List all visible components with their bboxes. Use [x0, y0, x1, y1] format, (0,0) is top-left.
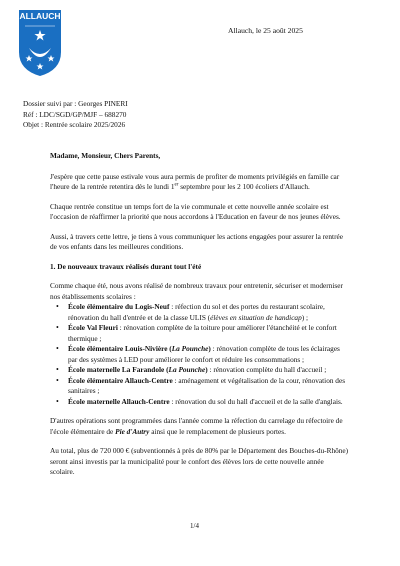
works-list [50, 302, 350, 407]
letter-date: Allauch, le 25 août 2025 [228, 26, 303, 35]
list-item: • École élémentaire du Logis-Neuf : réfection du sol et des portes du restaurant scolaire, rénovation du hall d'entrée et de la classe ULIS (élèves en situation de handicap) ; [64, 302, 350, 323]
paragraph-actions: Aussi, à travers cette lettre, je tiens à vous communiquer les actions engagées pour assurer la rentrée de vos enfants dans les meilleures conditions. [50, 231, 343, 251]
section-title: 1. De nouveaux travaux réalisés durant tout l'été [50, 261, 202, 271]
allauch-logo [17, 8, 63, 78]
letter-subject: Objet : Rentrée scolaire 2025/2026 [23, 120, 126, 130]
logo-text: ALLAUCH [19, 11, 61, 21]
paragraph-total: Au total, plus de 720 000 € (subventionnés à près de 80% par le Département des Bouches-du-Rhône) seront ainsi investis par la municipalité pour le confort des élèves lors de cette nouvelle année scolaire. [50, 446, 349, 476]
letter-body [50, 151, 350, 478]
paragraph-priority: Chaque rentrée constitue un temps fort de la vie communale et cette nouvelle année scolaire est l'occasion de réaffirmer la priorité que nous accordons à l'Education en faveur de nos jeunes élèves. [50, 201, 341, 221]
list-item: • École élémentaire Louis-Nivière (La Pounche) : rénovation complète de tous les éclairages par des systèmes à LED pour améliorer le confort et réduire les consommations ; [64, 344, 350, 365]
paragraph-other-operations: D'autres opérations sont programmées dans l'année comme la réfection du carrelage du réfectoire de l'école élémentaire de Pie d'Autry ainsi que le remplacement de plusieurs portes. [50, 416, 343, 436]
page-number: 1/4 [190, 522, 199, 530]
list-item: • École maternelle La Farandole (La Pounche) : rénovation complète du hall d'accueil ; [64, 365, 350, 376]
reference-number: Réf : LDC/SGD/GP/MJF – 688270 [23, 109, 127, 119]
list-item: • École Val Fleuri : rénovation complète de la toiture pour améliorer l'étanchéité et le confort thermique ; [64, 323, 350, 344]
salutation: Madame, Monsieur, Chers Parents, [50, 151, 161, 160]
section-intro: Comme chaque été, nous avons réalisé de nombreux travaux pour entretenir, sécuriser et moderniser nos établissements scolaires : [50, 281, 343, 301]
followed-by: Dossier suivi par : Georges PINERI [23, 99, 128, 108]
list-item: • École maternelle Allauch-Centre : rénovation du sol du hall d'accueil et de la salle d'anglais. [64, 397, 350, 408]
paragraph-intro: J'espère que cette pause estivale vous aura permis de profiter de moments privilégiés en famille car l'heure de la rentrée retentira dès le lundi 1er septembre pour les 2 100 écoliers d'Allauch. [50, 171, 340, 191]
reference-block [23, 99, 128, 131]
list-item: • École élémentaire Allauch-Centre : aménagement et végétalisation de la cour, rénovation des sanitaires ; [64, 376, 350, 397]
